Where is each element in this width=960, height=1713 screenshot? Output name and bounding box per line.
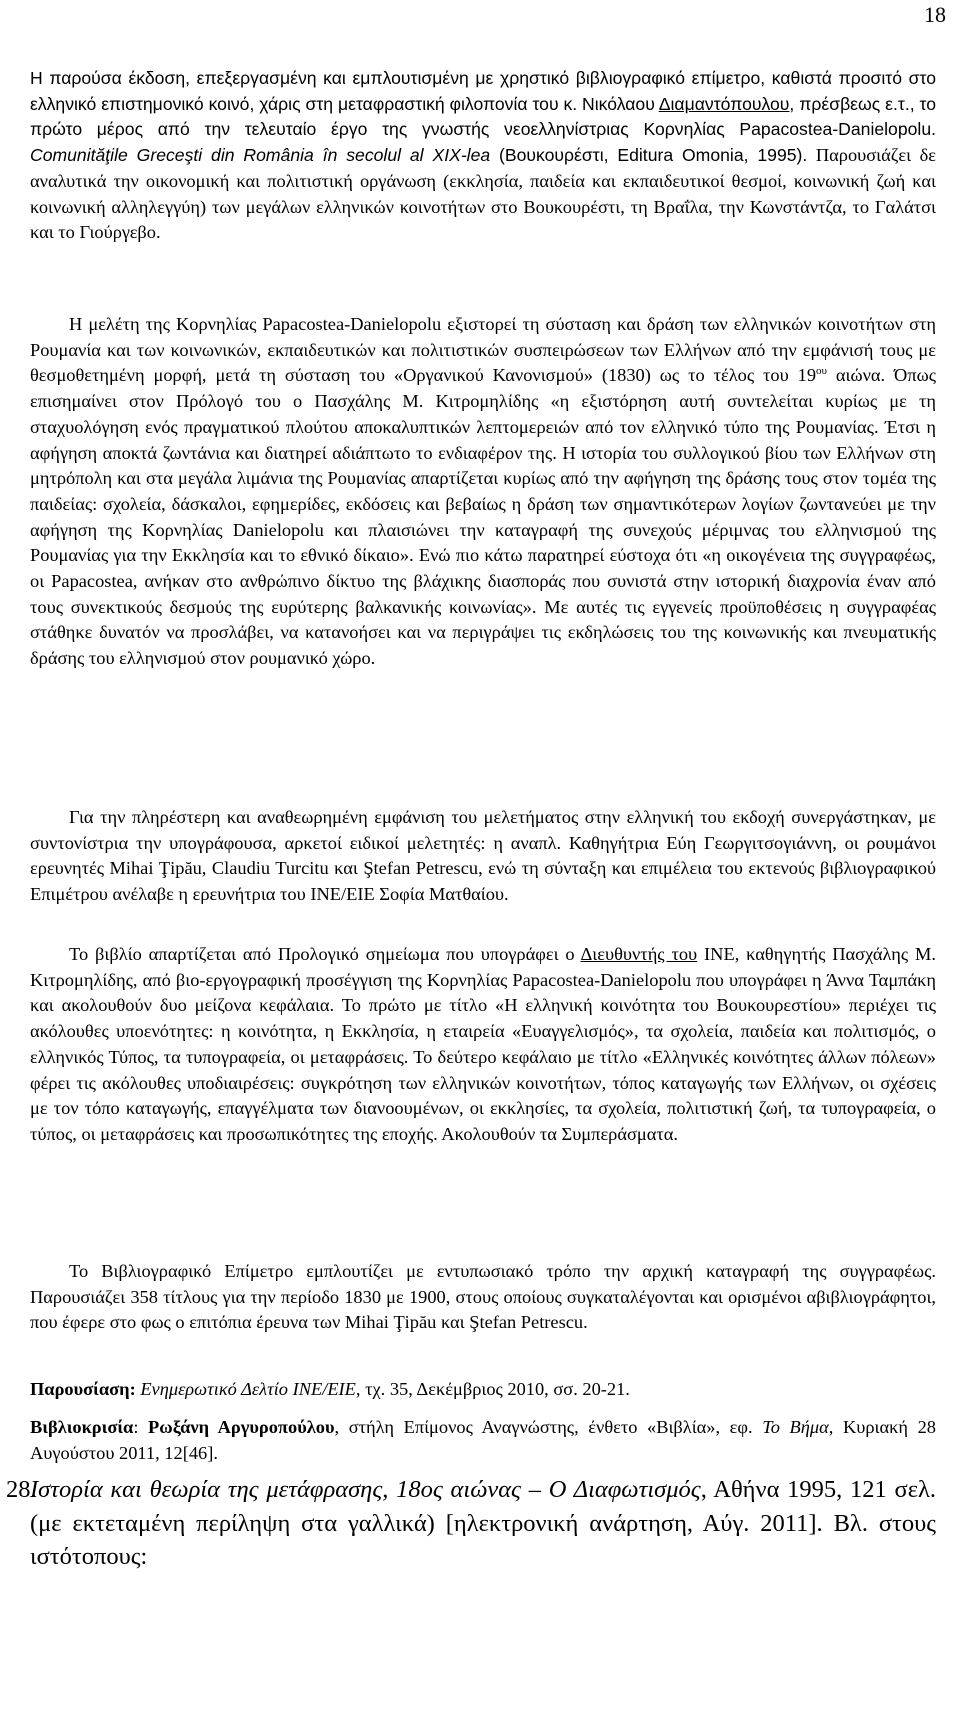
review-author: Ρωξάνη Αργυροπούλου — [148, 1417, 335, 1437]
original-title: Comunităţile Greceşti din România în secolul al XIX-lea — [30, 145, 491, 166]
entry-number: 28. — [6, 1476, 37, 1503]
newspaper-name: Το Βήμα — [762, 1417, 829, 1437]
translator-name: Διαμαντόπουλου — [658, 93, 790, 114]
entry-28: 28. Ιστορία και θεωρία της μετάφρασης, 18ος αιώνας – Ο Διαφωτισμός, Αθήνα 1995, 121 σελ. (με εκτεταμένη περίληψη στα γαλλικά) [ηλεκτρονική ανάρτηση, Αύγ. 2011]. Βλ. στους ιστότοπους: — [30, 1473, 936, 1574]
paragraph-structure: Το βιβλίο απαρτίζεται από Προλογικό σημείωμα που υπογράφει ο Διευθυντής του ΙΝΕ, καθηγητής Πασχάλης Μ. Κιτρομηλίδης, από βιο-εργογραφική προσέγγιση της Κορνηλίας Papacostea-Danielopolu που υπογράφει η Άννα Ταμπάκη και ακολουθούν δυο μείζονα κεφάλαια. Το πρώτο με τίτλο «Η ελληνική κοινότητα του Βουκουρεστίου» περιέχει τις ακόλουθες υποενότητες: η κοινότητα, η Εκκλησία, η εταιρεία «Ευαγγελισμός», τα σχολεία, παιδεία και πολιτισμός, ο ελληνικός Τύπος, τα τυπογραφεία, οι μεταφράσεις. Το δεύτερο κεφάλαιο με τίτλο «Ελληνικές κοινότητες άλλων πόλεων» φέρει τις ακόλουθες υποδιαιρέσεις: συγκρότηση των ελληνικών κοινοτήτων, τόπος καταγωγής των Ελλήνων, οι σχέσεις με τον τόπο καταγωγής, επαγγέλματα των διανοουμένων, οι εκκλησίες, τα σχολεία, πολιτιστική ζωή, τα τυπογραφεία, ο τύπος, οι μεταφράσεις και προσωπικότητες της εποχής. Ακολουθούν τα Συμπεράσματα. — [30, 944, 936, 1144]
entry-title: Ιστορία και θεωρία της μετάφρασης, 18ος αιώνας – Ο Διαφωτισμός — [30, 1476, 701, 1503]
paragraph-bibliography: Το Βιβλιογραφικό Επίμετρο εμπλουτίζει με εντυπωσιακό τρόπο την αρχική καταγραφή της συγγραφέως. Παρουσιάζει 358 τίτλους για την περίοδο 1830 με 1900, στους οποίους συγκαταλέγονται και ορισμένοι αβιβλιογράφητοι, που έφερε στο φως ο επιτόπια έρευνα των Mihai Ţipău και Ştefan Petrescu. — [30, 1261, 936, 1333]
review-line: Βιβλιοκρισία: Ρωξάνη Αργυροπούλου, στήλη Επίμονος Αναγνώστης, ένθετο «Βιβλία», εφ. Το Βήμα, Κυριακή 28 Αυγούστου 2011, 12[46]. — [30, 1417, 936, 1463]
presentation-line: Παρουσίαση: Ενημερωτικό Δελτίο ΙΝΕ/ΕΙΕ, τχ. 35, Δεκέμβριος 2010, σσ. 20-21. — [30, 1379, 630, 1399]
page-number: 18 — [924, 2, 946, 27]
director-label: Διευθυντής του — [580, 944, 698, 964]
paragraph-intro: Η παρούσα έκδοση, επεξεργασμένη και εμπλουτισμένη με χρηστικό βιβλιογραφικό επίμετρο, καθιστά προσιτό στο ελληνικό επιστημονικό κοινό, χάρις στη μεταφραστική φιλοπονία του κ. Νικόλαου Διαμαντόπουλου, πρέσβεως ε.τ., το πρώτο μέρος από την τελευταίο έργο της γνωστής νεοελληνίστριας Κορνηλίας Papacostea-Danielopolu. Comunităţile Greceşti din România în secolul al XIX-lea (Βουκουρέστι, Editura Omonia, 1995). Παρουσιάζει δε αναλυτικά την οικονομική και πολιτιστική οργάνωση (εκκλησία, παιδεία και εκπαιδευτικοί θεσμοί, κοινωνική ζωή και κοινωνική αλληλεγγύη) των μεγάλων ελληνικών κοινοτήτων στο Βουκουρέστι, τη Βραΐλα, την Κωνστάντζα, το Γαλάτσι και το Γιούργεβο. — [30, 68, 937, 243]
paragraph-study: Η μελέτη της Κορνηλίας Papacostea-Danielopolu εξιστορεί τη σύσταση και δράση των ελληνικών κοινοτήτων στη Ρουμανία και των κοινωνικών, εκπαιδευτικών και πολιτιστικών συσπειρώσεων των Ελλήνων από την εμφάνισή τους με θεσμοθετημένη μορφή, μετά τη σύσταση του «Οργανικού Κανονισμού» (1830) ως το τέλος του $19^{o\upsilon}$ αιώνα. Όπως επισημαίνει στον Πρόλογό του ο Πασχάλης Μ. Κιτρομηλίδης «η εξιστόρηση αυτή συντελείται κυρίως με τη σταχυολόγηση ενός πραγματικού πλούτου αποκαλυπτικών λεπτομερειών από τον ελληνικό τύπο της Ρουμανίας. Έτσι η αφήγηση αποκτά ζωντάνια και διατηρεί αδιάπτωτο το ενδιαφέρον της. Η ιστορία του συλλογικού βίου των Ελλήνων στη μητρόπολη και στα μεγάλα λιμάνια της Ρουμανίας απαρτίζεται κυρίως από την αφήγηση της δράσης τους στον τομέα της παιδείας: σχολεία, δάσκαλοι, εφημερίδες, εκδόσεις και βεβαίως η δράση των σημαντικότερων λογίων ζωντανεύει με την αφήγηση της Κορνηλίας Danielopolu και πλαισιώνει την καταγραφή της συνεχούς μέριμνας του ελληνισμού της Ρουμανίας για την Εκκλησία και το εθνικό δίκαιο». Ενώ πιο κάτω παρατηρεί εύστοχα ότι «η οικογένεια της συγγραφέως, οι Papacostea, ανήκαν στο ανθρώπινο δίκτυο της βλάχικης διασποράς που συνιστά στην ιστορική διαχρονία έναν από τους συνεκτικούς δεσμούς της ευρύτερης βαλκανικής κοινωνίας». Με αυτές τις εγγενείς προϋποθέσεις η συγγραφέας στάθηκε δυνατόν να προσλάβει, να κατανοήσει και να περιγράψει τις εκδηλώσεις του της κοινωνικής και πνευματικής δράσης του ελληνισμού στον ρουμανικό χώρο. — [30, 314, 936, 669]
presentation-source: Ενημερωτικό Δελτίο ΙΝΕ/ΕΙΕ — [140, 1379, 356, 1399]
paragraph-collaborators: Για την πληρέστερη και αναθεωρημένη εμφάνιση του μελετήματος στην ελληνική του εκδοχή συνεργάστηκαν, με συντονίστρια την υπογράφουσα, αρκετοί ειδικοί μελετητές: η αναπλ. Καθηγήτρια Εύη Γεωργιτσογιάννη, οι ρουμάνοι ερευνητές Mihai Ţipău, Claudiu Turcitu και Ştefan Petrescu, ενώ τη σύνταξη και επιμέλεια του εκτενούς βιβλιογραφικού Επιμέτρου ανέλαβε η ερευνήτρια του ΙΝΕ/ΕΙΕ Σοφία Ματθαίου. — [30, 807, 936, 905]
